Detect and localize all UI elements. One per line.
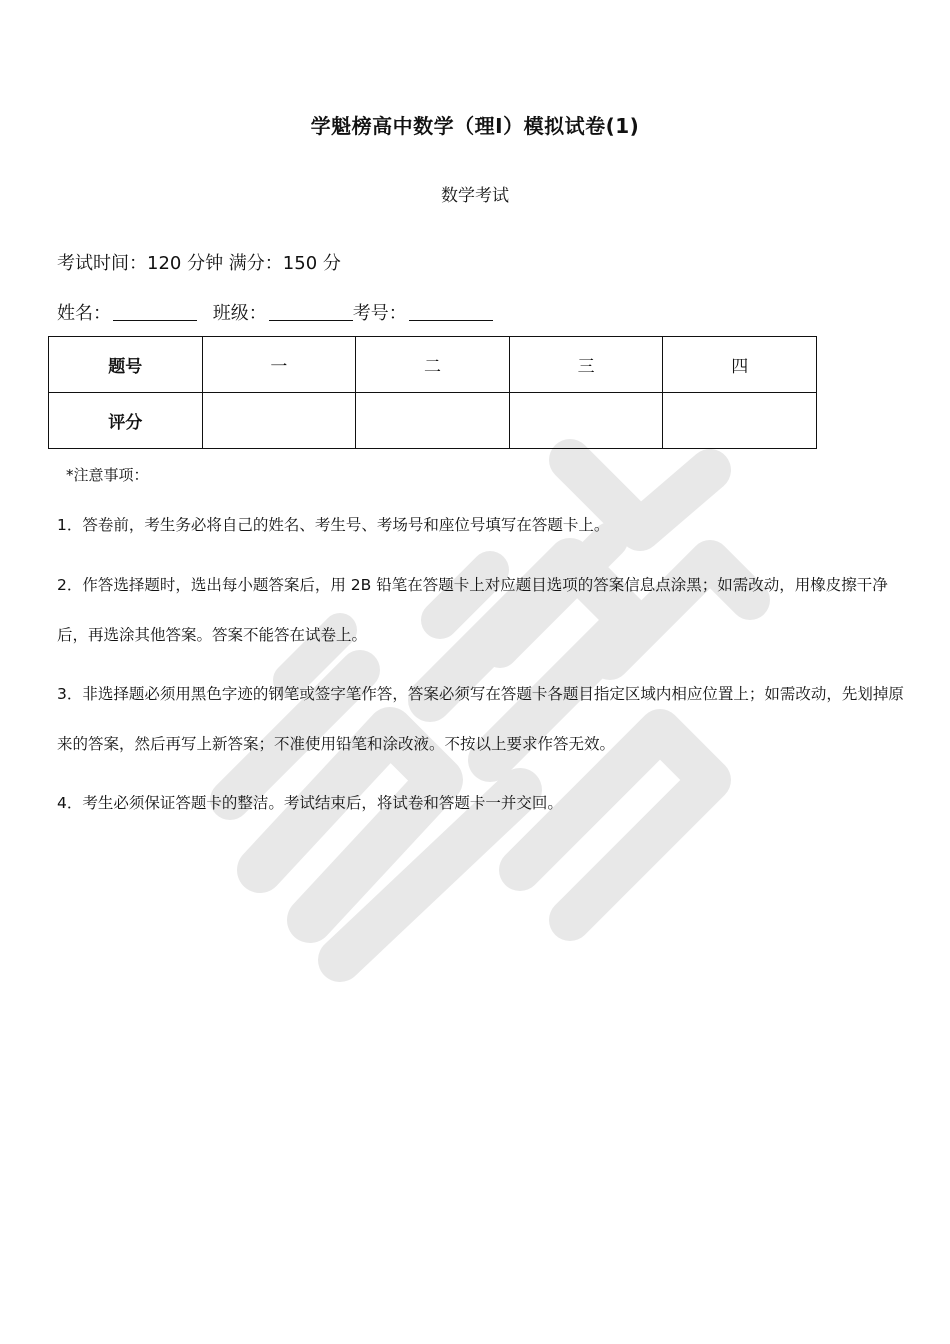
note-item: 3．非选择题必须用黑色字迹的钢笔或签字笔作答，答案必须写在答题卡各题目指定区域内相应位置上；如需改动，先划掉原来的答案，然后再写上新答案；不准使用铅笔和涂改液。不按以上要求作答无效。 — [57, 685, 904, 753]
score-cell[interactable] — [509, 393, 663, 449]
question-number-cell: 四 — [663, 337, 817, 393]
question-number-cell: 三 — [509, 337, 663, 393]
question-number-cell: 二 — [356, 337, 510, 393]
score-header: 评分 — [49, 393, 203, 449]
name-blank[interactable] — [113, 302, 197, 321]
score-cell[interactable] — [202, 393, 356, 449]
class-label: 班级： — [212, 303, 267, 324]
score-cell[interactable] — [663, 393, 817, 449]
id-label: 考号： — [352, 303, 407, 324]
question-number-header: 题号 — [49, 337, 203, 393]
name-label: 姓名： — [57, 303, 111, 324]
table-row — [49, 393, 817, 449]
notes-title: *注意事项： — [66, 466, 149, 484]
exam-time-info: 考试时间：120 分钟 满分：150 分 — [57, 253, 341, 274]
question-number-cell: 一 — [202, 337, 356, 393]
id-blank[interactable] — [409, 302, 493, 321]
score-table — [48, 336, 817, 449]
note-item: 1．答卷前，考生务必将自己的姓名、考生号、考场号和座位号填写在答题卡上。 — [57, 516, 610, 534]
score-cell[interactable] — [356, 393, 510, 449]
page-subtitle: 数学考试 — [441, 186, 509, 206]
class-blank[interactable] — [269, 302, 353, 321]
note-item: 2．作答选择题时，选出每小题答案后，用 2B 铅笔在答题卡上对应题目选项的答案信息点涂黑；如需改动，用橡皮擦干净后，再选涂其他答案。答案不能答在试卷上。 — [57, 576, 888, 644]
student-info-line — [57, 299, 493, 325]
note-item: 4．考生必须保证答题卡的整洁。考试结束后，将试卷和答题卡一并交回。 — [57, 794, 563, 812]
page-title: 学魁榜高中数学（理Ⅰ）模拟试卷(1) — [310, 114, 640, 138]
table-row — [49, 337, 817, 393]
